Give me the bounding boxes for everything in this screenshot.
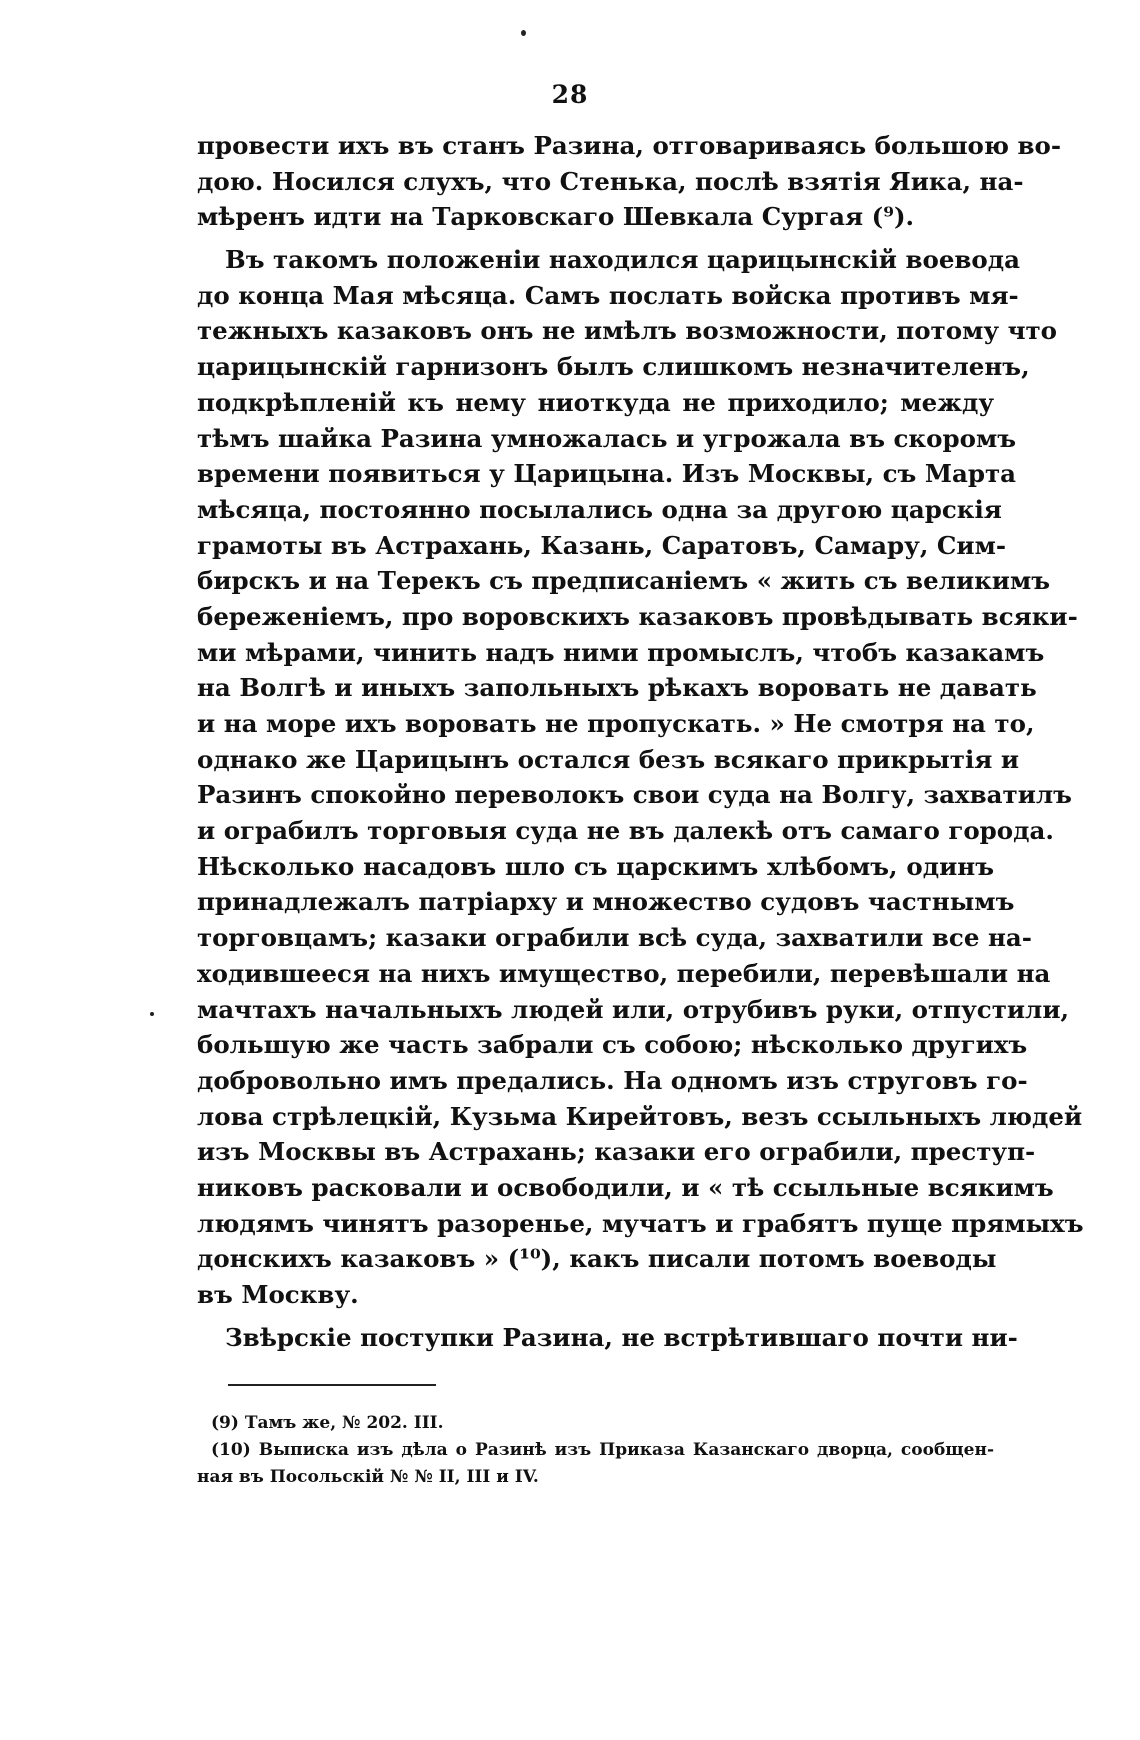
text-line: мѣсяца, постоянно посылались одна за другою царскія (197, 494, 1002, 524)
text-line: тѣмъ шайка Разина умножалась и угрожала въ скоромъ (197, 423, 1017, 453)
footnote-10-continued: ная въ Посольскій № № II, III и IV. (197, 1467, 539, 1487)
text-line: принадлежалъ патріарху и множество судовъ частнымъ (197, 887, 1015, 917)
text-line: донскихъ казаковъ » (¹⁰), какъ писали потомъ воеводы (197, 1244, 997, 1274)
text-line: мачтахъ начальныхъ людей или, отрубивъ руки, отпустили, (197, 994, 1070, 1024)
text-line: Разинъ спокойно переволокъ свои суда на Волгу, захватилъ (197, 780, 1072, 810)
text-line: царицынскій гарнизонъ былъ слишкомъ незначителенъ, (197, 352, 1030, 382)
text-line: лова стрѣлецкій, Кузьма Кирейтовъ, везъ ссыльныхъ людей (197, 1101, 1083, 1131)
text-line: подкрѣпленій къ нему ниоткуда не приходило; между (197, 387, 994, 417)
text-line: ходившееся на нихъ имущество, перебили, перевѣшали на (197, 958, 1051, 988)
footnote-10: (10) Выписка изъ дѣла о Разинѣ изъ Приказа Казанскаго дворца, сообщен- (211, 1440, 994, 1460)
text-line: Нѣсколько насадовъ шло съ царскимъ хлѣбомъ, одинъ (197, 851, 994, 881)
body-text (197, 128, 1084, 1355)
paragraph-gap (197, 1313, 994, 1320)
text-line: бирскъ и на Терекъ съ предписаніемъ « жить съ великимъ (197, 566, 1051, 596)
text-line: береженіемъ, про воровскихъ казаковъ провѣдывать всяки- (197, 601, 1078, 631)
text-line: времени появиться у Царицына. Изъ Москвы, съ Марта (197, 459, 1017, 489)
text-line: и ограбилъ торговыя суда не въ далекѣ отъ самаго города. (197, 816, 1054, 846)
text-line: торговцамъ; казаки ограбили всѣ суда, захватили все на- (197, 923, 1032, 953)
text-line: Звѣрскіе поступки Разина, не встрѣтившаго почти ни- (225, 1322, 1018, 1352)
text-line: добровольно имъ предались. На одномъ изъ струговъ го- (197, 1065, 1028, 1095)
text-line: Въ такомъ положеніи находился царицынскій воевода (225, 245, 1020, 275)
footnote-divider (228, 1384, 436, 1386)
text-line: провести ихъ въ станъ Разина, отговариваясь большою во- (197, 131, 1062, 160)
footnote-9: (9) Тамъ же, № 202. III. (211, 1413, 444, 1433)
scan-speck-top (521, 30, 526, 36)
text-line: мѣренъ идти на Тарковскаго Шевкала Сургая (⁹). (197, 202, 915, 232)
text-line: и на море ихъ воровать не пропускать. » Не смотря на то, (197, 709, 1035, 738)
text-line: на Волгѣ и иныхъ запольныхъ рѣкахъ воровать не давать (197, 673, 1037, 703)
text-line: людямъ чинятъ разоренье, мучатъ и грабятъ пуще прямыхъ (197, 1208, 1084, 1238)
text-line: большую же часть забрали съ собою; нѣсколько другихъ (197, 1030, 1028, 1060)
text-line: до конца Мая мѣсяца. Самъ послать войска противъ мя- (197, 280, 1019, 310)
footnotes (197, 1410, 994, 1491)
text-line: однако же Царицынъ остался безъ всякаго прикрытія и (197, 744, 1020, 774)
text-line: никовъ расковали и освободили, и « тѣ ссыльные всякимъ (197, 1172, 1054, 1202)
text-line: изъ Москвы въ Астрахань; казаки его ограбили, преступ- (197, 1137, 1036, 1167)
text-line: тежныхъ казаковъ онъ не имѣлъ возможности, потому что (197, 316, 1058, 346)
text-line: грамоты въ Астрахань, Казань, Саратовъ, Самару, Сим- (197, 530, 1007, 560)
paragraph-gap (197, 235, 994, 242)
text-line: ми мѣрами, чинить надъ ними промыслъ, чтобъ казакамъ (197, 637, 1045, 667)
text-line: въ Москву. (197, 1280, 359, 1309)
page-number: 28 (551, 80, 589, 109)
scan-speck-left (150, 1012, 154, 1016)
text-line: дою. Носился слухъ, что Стенька, послѣ взятія Яика, на- (197, 166, 1024, 196)
